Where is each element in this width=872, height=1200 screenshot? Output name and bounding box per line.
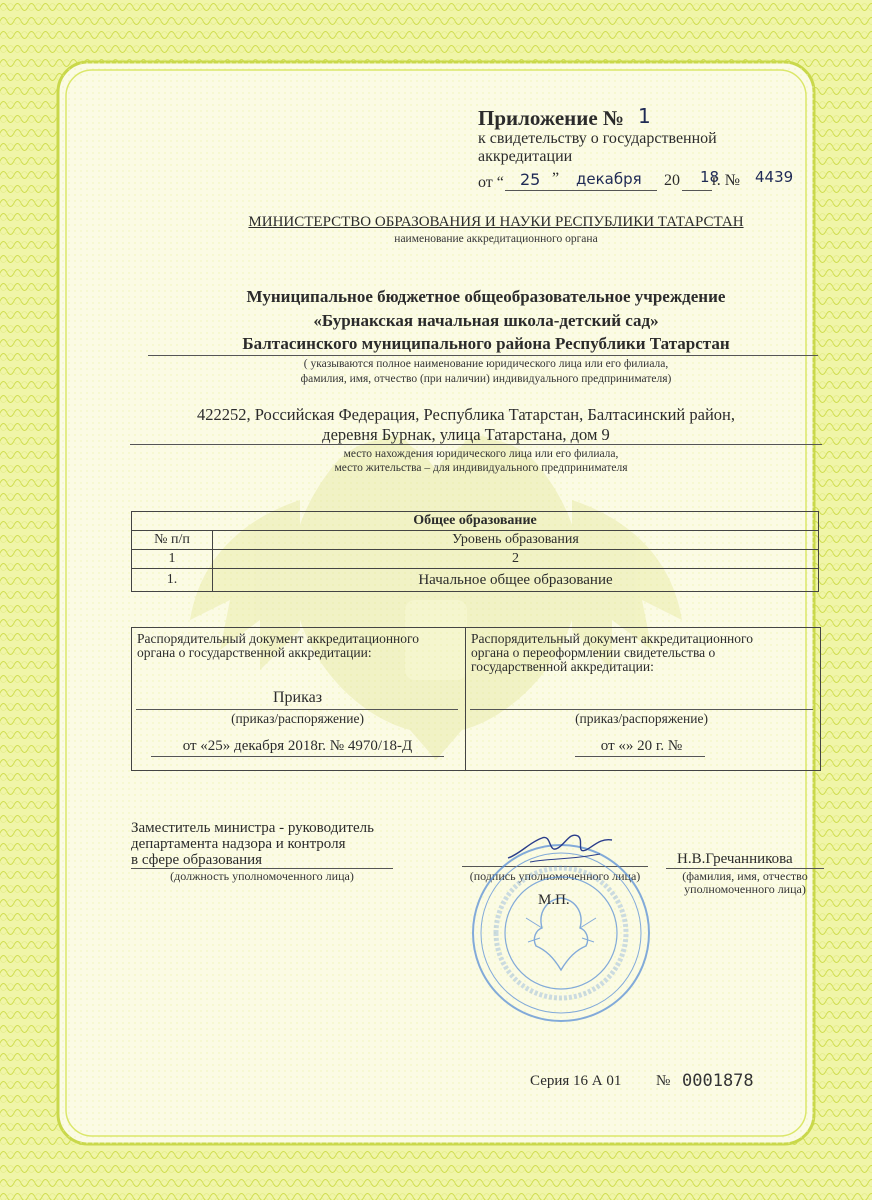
signatory-name: Н.В.Гречанникова: [677, 851, 793, 867]
authority-caption: наименование аккредитационного органа: [394, 233, 598, 245]
signature-caption: (подпись уполномоченного лица): [469, 869, 641, 883]
right-doc-heading-2: органа о переоформлении свидетельства о: [471, 645, 716, 660]
signature-scribble: [500, 824, 620, 869]
position-caption: (должность уполномоченного лица): [170, 869, 354, 883]
table-row-number: 1.: [132, 569, 213, 592]
left-doc-heading-2: органа о государственной аккредитации:: [137, 645, 372, 660]
date-day: 25: [520, 170, 541, 189]
left-doc-caption: (приказ/распоряжение): [231, 711, 364, 726]
cert-number: 4439: [755, 168, 794, 186]
left-doc-heading-1: Распорядительный документ аккредитационного: [137, 631, 419, 646]
cert-number-sign: г. №: [712, 172, 741, 189]
right-doc-heading-3: государственной аккредитации:: [471, 659, 654, 674]
date-year-prefix: 20: [664, 172, 680, 189]
organization-line-1: Муниципальное бюджетное общеобразовательное учреждение: [246, 287, 726, 306]
address-line-1: 422252, Российская Федерация, Республика Татарстан, Балтасинский район,: [196, 405, 735, 424]
right-doc-heading-1: Распорядительный документ аккредитационного: [471, 631, 753, 646]
right-doc-caption: (приказ/распоряжение): [575, 711, 708, 726]
seal-label: М.П.: [538, 892, 570, 908]
column-header-number: № п/п: [132, 531, 213, 550]
organization-caption-2: фамилия, имя, отчество (при наличии) индивидуального предпринимателя): [300, 373, 672, 385]
signatory-position-2: департамента надзора и контроля: [131, 836, 346, 852]
appendix-subtitle-2: аккредитации: [478, 148, 573, 165]
column-index-2: 2: [213, 550, 819, 569]
date-quote: ”: [552, 170, 560, 187]
appendix-title: Приложение №: [478, 106, 625, 130]
address-caption-2: место жительства – для индивидуального предпринимателя: [334, 462, 628, 474]
signatory-position-1: Заместитель министра - руководитель: [131, 820, 374, 836]
organization-caption-1: ( указываются полное наименование юридического лица или его филиала,: [303, 358, 669, 370]
left-doc-type: Приказ: [272, 689, 323, 706]
appendix-subtitle-1: к свидетельству о государственной: [478, 130, 717, 147]
number-sign: №: [656, 1073, 671, 1089]
date-prefix: от “: [478, 174, 504, 191]
appendix-number: 1: [638, 104, 651, 128]
table-row-level: Начальное общее образование: [213, 569, 819, 592]
name-caption-1: (фамилия, имя, отчество: [682, 869, 808, 883]
authority-name: МИНИСТЕРСТВО ОБРАЗОВАНИЯ И НАУКИ РЕСПУБЛИКИ ТАТАРСТАН: [248, 214, 744, 230]
form-number: 0001878: [682, 1071, 754, 1091]
education-table: [131, 511, 819, 592]
left-doc-date: от «25» декабря 2018г. № 4970/18-Д: [182, 738, 413, 754]
right-doc-date: от «» 20 г. №: [600, 738, 683, 754]
date-month: декабря: [576, 170, 642, 188]
date-year-suffix: 18: [700, 168, 720, 186]
column-header-level: Уровень образования: [213, 531, 819, 550]
address-caption-1: место нахождения юридического лица или его филиала,: [343, 448, 619, 460]
address-line-2: деревня Бурнак, улица Татарстана, дом 9: [322, 425, 610, 444]
organization-line-3: Балтасинского муниципального района Республики Татарстан: [242, 334, 730, 353]
education-table-title: Общее образование: [132, 512, 819, 531]
organization-line-2: «Бурнакская начальная школа-детский сад»: [313, 311, 659, 330]
signatory-position-3: в сфере образования: [131, 852, 263, 868]
series-label: Серия 16 А 01: [530, 1073, 622, 1089]
column-index-1: 1: [132, 550, 213, 569]
name-caption-2: уполномоченного лица): [684, 882, 806, 896]
